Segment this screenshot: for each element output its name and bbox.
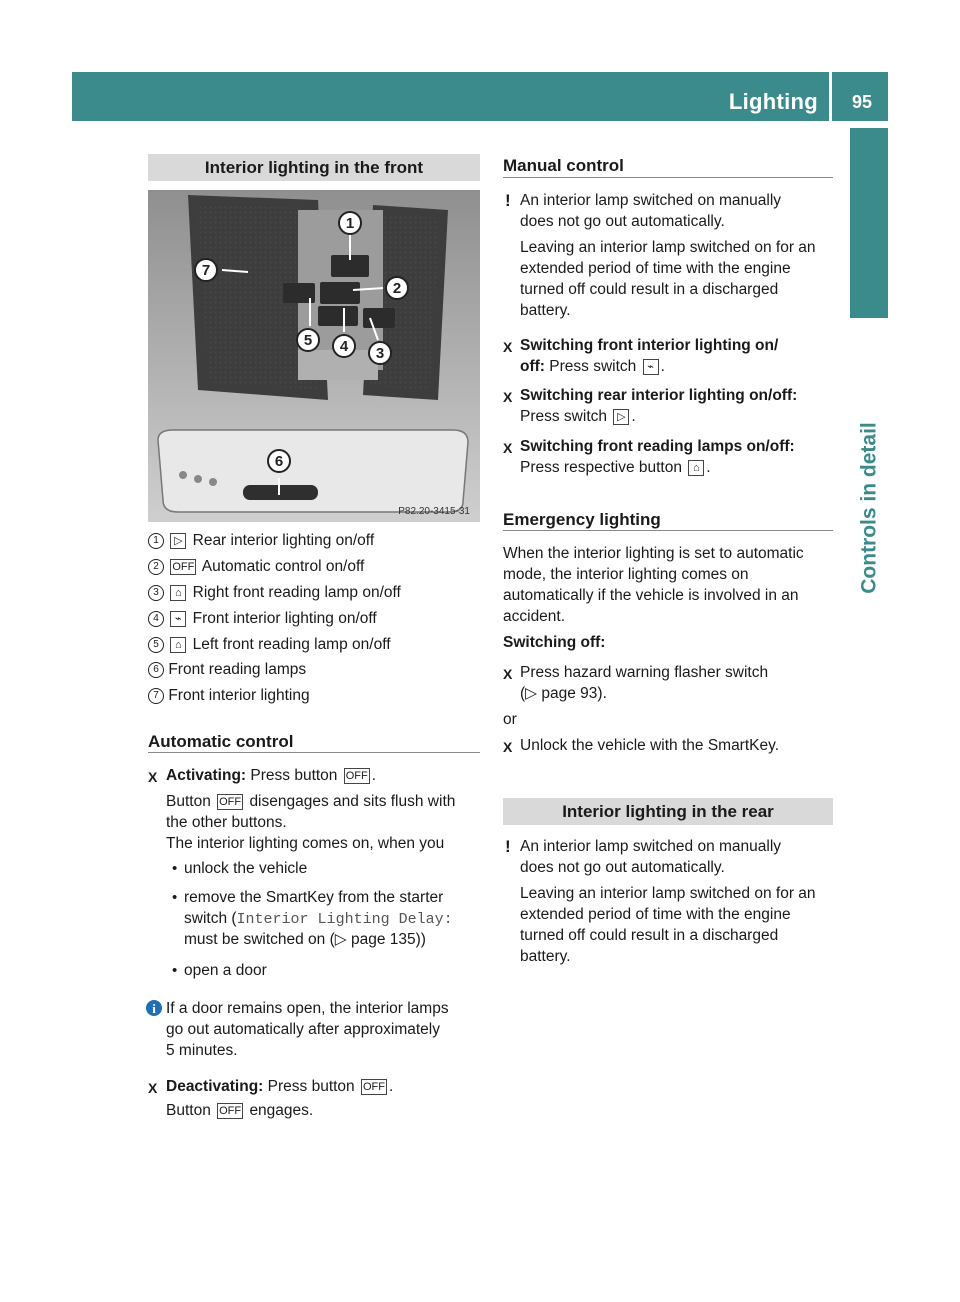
rear-lamp-icon: ▷: [170, 533, 186, 549]
auto-off-icon: OFF: [363, 1081, 385, 1093]
activating-step: Activating: Press button OFF .: [166, 767, 377, 784]
section-title: Lighting: [728, 89, 818, 114]
legend-item: 1 ▷ Rear interior lighting on/off: [148, 530, 480, 551]
step-marker: X: [503, 389, 513, 405]
svg-text:6: 6: [274, 453, 284, 470]
reading-lamp-icon: ⌂: [170, 637, 186, 653]
step-marker: X: [148, 1080, 158, 1096]
callout-1: [339, 212, 361, 234]
deactivating-result: Button OFF engages.: [166, 1102, 314, 1119]
front-lighting-heading: Interior lighting in the front: [148, 154, 480, 181]
side-tab-label-wrap: [850, 318, 888, 698]
legend-item: 4 ⌁ Front interior lighting on/off: [148, 608, 480, 629]
page-number: 95: [851, 92, 872, 112]
heading-rule: [503, 530, 833, 531]
svg-text:1: 1: [345, 215, 355, 232]
hazard-step-ref: (▷ page 93).: [520, 685, 607, 702]
legend-item: 2 OFF Automatic control on/off: [148, 556, 480, 577]
warning-icon: !: [505, 191, 511, 210]
bullet: •: [172, 860, 178, 877]
heading-rule: [148, 752, 480, 753]
auto-off-icon: OFF: [219, 1105, 242, 1117]
reading-lamp-icon: ⌂: [688, 460, 704, 476]
bullet-unlock: unlock the vehicle: [184, 860, 308, 877]
auto-off-icon: OFF: [172, 561, 195, 573]
legend-item: 6 Front reading lamps: [148, 659, 480, 680]
figure-code: P82.20-3415-31: [398, 506, 470, 517]
overhead-control-illustration: [148, 190, 480, 522]
warning-text: battery.: [520, 948, 571, 965]
warning-text: battery.: [520, 302, 571, 319]
step-marker: X: [503, 739, 513, 755]
svg-text:4: 4: [339, 338, 349, 355]
warning-text: Leaving an interior lamp switched on for an: [520, 885, 816, 902]
step-marker: X: [148, 769, 158, 785]
unlock-step: Unlock the vehicle with the SmartKey.: [520, 737, 780, 754]
callout-5: [297, 329, 319, 351]
bullet-remove-key: remove the SmartKey from the starter: [184, 889, 444, 906]
front-lamp-icon: ⌁: [170, 611, 186, 627]
warning-icon: !: [505, 837, 511, 856]
deactivating-step: Deactivating: Press button OFF .: [166, 1078, 394, 1095]
bullet-remove-key-cont: switch (Interior Lighting Delay:: [184, 910, 453, 928]
side-tab-label: Controls in detail: [857, 422, 881, 594]
warning-text: turned off could result in a discharged: [520, 281, 779, 298]
overhead-control-photo: [148, 190, 480, 522]
svg-text:i: i: [152, 1001, 156, 1016]
warning-text: does not go out automatically.: [520, 859, 725, 876]
step-reading-lamps: Switching front reading lamps on/off:: [520, 438, 795, 455]
svg-text:7: 7: [201, 262, 211, 279]
step-marker: X: [503, 339, 513, 355]
step-front-lighting: Switching front interior lighting on/: [520, 337, 779, 354]
activating-result: Button OFF disengages and sits flush with: [166, 793, 456, 810]
warning-text: turned off could result in a discharged: [520, 927, 779, 944]
callout-2: [386, 277, 408, 299]
comes-on-text: The interior lighting comes on, when you: [166, 835, 445, 852]
rear-lamp-icon: ▷: [613, 409, 629, 425]
warning-text: does not go out automatically.: [520, 213, 725, 230]
step-marker: X: [503, 440, 513, 456]
legend-item: 7 Front interior lighting: [148, 685, 480, 706]
info-text: 5 minutes.: [166, 1042, 238, 1059]
legend-item: 5 ⌂ Left front reading lamp on/off: [148, 634, 480, 655]
emergency-text: When the interior lighting is set to automatic: [503, 545, 804, 562]
side-tab: [850, 128, 888, 318]
header-bar: [72, 72, 888, 121]
step-rear-lighting-cont: Press switch ▷ .: [520, 408, 636, 425]
info-text: go out automatically after approximately: [166, 1021, 440, 1038]
step-marker: X: [503, 666, 513, 682]
emergency-text: accident.: [503, 608, 566, 625]
callout-4: [333, 335, 355, 357]
step-front-lighting-cont: off: Press switch ⌁ .: [520, 358, 665, 375]
svg-text:5: 5: [303, 332, 313, 349]
hazard-step: Press hazard warning flasher switch: [520, 664, 769, 681]
activating-result-cont: the other buttons.: [166, 814, 287, 831]
info-text: If a door remains open, the interior lamps: [166, 1000, 449, 1017]
legend-item: 3 ⌂ Right front reading lamp on/off: [148, 582, 480, 603]
warning-text: extended period of time with the engine: [520, 260, 791, 277]
auto-off-icon: OFF: [345, 770, 368, 782]
info-icon: [146, 1000, 162, 1016]
warning-text: An interior lamp switched on manually: [520, 838, 782, 855]
emergency-text: automatically if the vehicle is involved in an: [503, 587, 799, 604]
warning-text: Leaving an interior lamp switched on for an: [520, 239, 816, 256]
front-lamp-icon: ⌁: [643, 359, 659, 375]
callout-7: [195, 259, 217, 281]
step-reading-lamps-cont: Press respective button ⌂ .: [520, 459, 711, 476]
reading-lamp-icon: ⌂: [170, 585, 186, 601]
switching-off-label: Switching off:: [503, 634, 606, 651]
bullet: •: [172, 962, 178, 979]
callout-3: [369, 342, 391, 364]
emergency-lighting-heading: Emergency lighting: [503, 510, 661, 529]
auto-off-icon: OFF: [219, 796, 242, 808]
svg-text:2: 2: [392, 280, 402, 297]
bullet-remove-key-ref: must be switched on (▷ page 135)): [184, 931, 426, 948]
heading-rule: [503, 177, 833, 178]
svg-text:3: 3: [375, 345, 385, 362]
header-divider: [829, 72, 832, 121]
emergency-text: mode, the interior lighting comes on: [503, 566, 749, 583]
step-rear-lighting: Switching rear interior lighting on/off:: [520, 387, 798, 404]
bullet-open-door: open a door: [184, 962, 267, 979]
or-text: or: [503, 711, 517, 728]
manual-control-heading: Manual control: [503, 156, 624, 175]
callout-6: [268, 450, 290, 472]
automatic-control-heading: Automatic control: [148, 732, 294, 751]
warning-text: An interior lamp switched on manually: [520, 192, 782, 209]
rear-lighting-heading: Interior lighting in the rear: [503, 798, 833, 825]
warning-text: extended period of time with the engine: [520, 906, 791, 923]
bullet: •: [172, 889, 178, 906]
